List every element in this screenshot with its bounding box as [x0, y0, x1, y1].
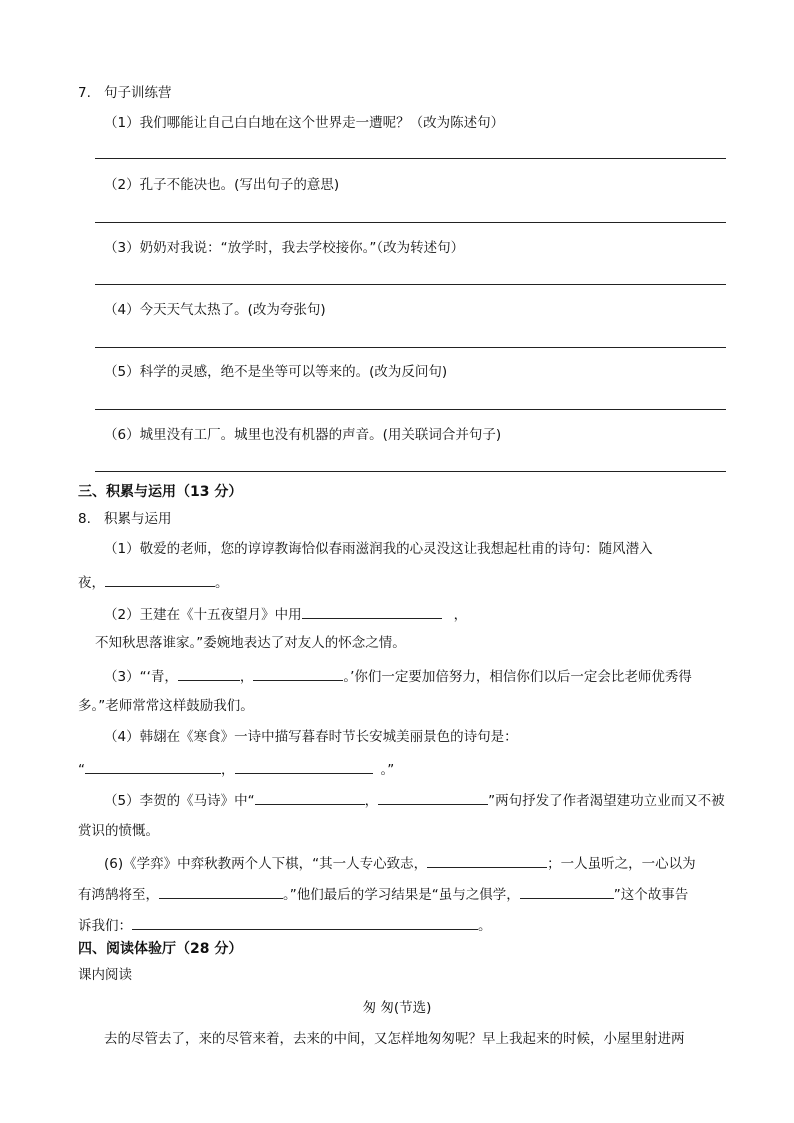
fill-blank[interactable] — [302, 604, 442, 619]
answer-line[interactable] — [95, 471, 726, 472]
fill-text: 有鸿鹄将至， — [78, 887, 159, 903]
section-heading: 四、阅读体验厅（28 分） — [78, 941, 243, 957]
fill-text: ， — [239, 669, 254, 685]
fill-blank[interactable] — [378, 790, 488, 805]
fill-text: 。” — [380, 762, 395, 778]
fill-blank[interactable] — [159, 884, 283, 899]
answer-line[interactable] — [95, 347, 726, 348]
question-number: 8. — [78, 511, 91, 527]
section-heading: 三、积累与运用（13 分） — [78, 484, 243, 500]
question-number: 7. — [78, 85, 91, 101]
q8-item-1: （1）敬爱的老师，您的谆谆教诲恰似春雨滋润我的心灵没这让我想起杜甫的诗句：随风潜入 — [104, 541, 653, 557]
fill-blank[interactable] — [85, 759, 221, 774]
q7-item-6: （6）城里没有工厂。城里也没有机器的声音。(用关联词合并句子) — [104, 427, 502, 443]
passage-title: 匆 匆(节选) — [362, 1000, 432, 1016]
fill-blank[interactable] — [520, 884, 614, 899]
q8-item-4: （4）韩翃在《寒食》一诗中描写暮春时节长安城美丽景色的诗句是： — [104, 729, 518, 745]
passage-text: 去的尽管去了，来的尽管来着，去来的中间，又怎样地匆匆呢？早上我起来的时候，小屋里射进两 — [104, 1031, 685, 1047]
fill-text: ”这个故事告 — [613, 887, 689, 903]
fill-blank[interactable] — [255, 790, 365, 805]
fill-blank[interactable] — [253, 666, 343, 681]
q8-item-2-cont: 不知秋思落谁家。”委婉地表达了对友人的怀念之情。 — [95, 635, 406, 651]
fill-blank[interactable] — [105, 572, 215, 587]
q7-item-2: （2）孔子不能决也。(写出句子的意思) — [104, 177, 340, 193]
fill-blank[interactable] — [427, 853, 547, 868]
q7-item-1: （1）我们哪能让自己白白地在这个世界走一遭呢？（改为陈述句） — [104, 115, 505, 131]
fill-text: 夜， — [78, 575, 105, 591]
fill-text: ， — [364, 793, 379, 809]
fill-text: （2）王建在《十五夜望月》中用 — [104, 607, 302, 623]
q8-item-5 — [104, 790, 725, 810]
fill-text: “ — [78, 762, 85, 778]
fill-text: （5）李贺的《马诗》中“ — [104, 793, 255, 809]
fill-blank[interactable] — [132, 915, 478, 930]
fill-text: ”两句抒发了作者渴望建功立业而又不被 — [488, 793, 725, 809]
section-subtitle: 课内阅读 — [78, 967, 132, 983]
q8-item-6 — [104, 853, 696, 873]
fill-blank[interactable] — [178, 666, 240, 681]
fill-text: 诉我们： — [78, 918, 132, 934]
answer-line[interactable] — [95, 409, 726, 410]
question-title: 句子训练营 — [104, 85, 172, 101]
fill-text: 。 — [215, 575, 229, 591]
q8-item-6-cont — [78, 884, 688, 904]
q8-item-6-cont2 — [78, 915, 492, 935]
q8-item-1-cont — [78, 572, 229, 592]
fill-text: ， — [221, 762, 235, 778]
q8-item-4-cont — [78, 759, 394, 779]
answer-line[interactable] — [95, 222, 726, 223]
q8-item-3-cont: 多。”老师常常这样鼓励我们。 — [78, 698, 254, 714]
q8-item-2 — [104, 604, 467, 624]
fill-blank[interactable] — [235, 759, 373, 774]
answer-line[interactable] — [95, 158, 726, 159]
q8-item-5-cont: 赏识的愤慨。 — [78, 823, 159, 839]
fill-text: ， — [453, 607, 468, 623]
fill-text: （3）“‘青， — [104, 669, 178, 685]
q7-item-5: （5）科学的灵感，绝不是坐等可以等来的。(改为反问句) — [104, 364, 448, 380]
fill-text: 。’你们一定要加倍努力，相信你们以后一定会比老师优秀得 — [343, 669, 692, 685]
fill-text: (6)《学弈》中弈秋教两个人下棋，“其一人专心致志， — [104, 856, 428, 872]
fill-text: ；一人虽听之，一心以为 — [547, 856, 696, 872]
question-title: 积累与运用 — [104, 511, 172, 527]
q8-item-3 — [104, 666, 692, 686]
q7-item-3: （3）奶奶对我说：“放学时，我去学校接你。”（改为转述句） — [104, 240, 465, 256]
fill-text: 。”他们最后的学习结果是“虽与之俱学， — [283, 887, 520, 903]
fill-text: 。 — [478, 918, 492, 934]
q7-item-4: （4）今天天气太热了。(改为夸张句) — [104, 302, 326, 318]
answer-line[interactable] — [95, 284, 726, 285]
